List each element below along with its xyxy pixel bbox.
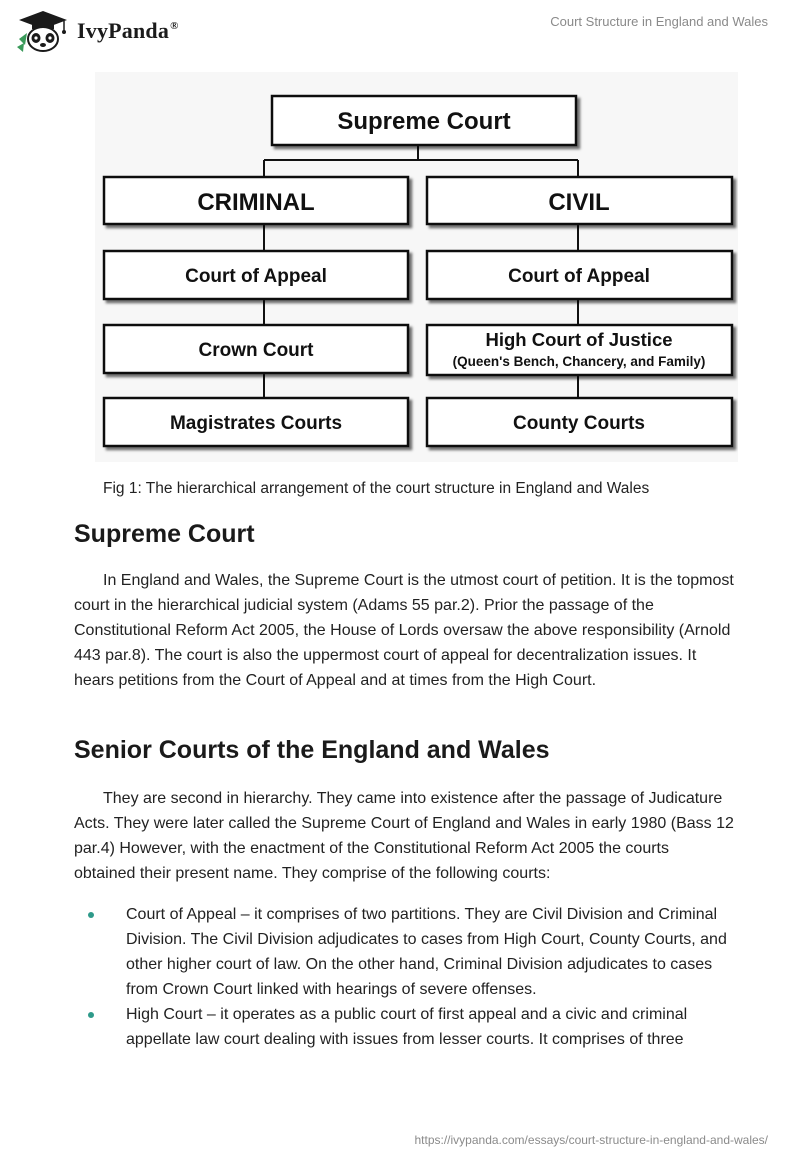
civil-heading-box (427, 177, 732, 224)
courts-bullet-list (74, 902, 734, 1052)
bullet-dot-icon (88, 912, 94, 918)
civil-court-of-appeal-label: Court of Appeal (508, 266, 650, 287)
list-item (74, 902, 734, 1002)
civil-court-of-appeal-box (427, 251, 732, 299)
crown-court-label: Crown Court (198, 340, 314, 361)
high-court-of-justice-box (427, 325, 732, 375)
list-item-text: High Court – it operates as a public court of first appeal and a civic and criminal appellate law court dealing with issues from lesser courts. It comprises of three (126, 1006, 688, 1048)
magistrates-courts-box (104, 398, 408, 446)
section-paragraph-supreme-court: In England and Wales, the Supreme Court is the utmost court of petition. It is the topmost court in the hierarchical judicial system (Adams 55 par.2). Prior the passage of the Constitutional Reform Act 2005, the House of Lords oversaw the above responsibility (Arnold 443 par.8). The court is also the uppermost court of appeal for decentralization issues. It hears petitions from the Court of Appeal and at times from the High Court. (74, 572, 734, 689)
logo[interactable] (15, 9, 179, 53)
high-court-divisions-label: (Queen's Bench, Chancery, and Family) (452, 354, 706, 369)
supreme-court-box (272, 96, 576, 145)
section-heading-supreme-court: Supreme Court (74, 520, 255, 548)
brand-name: IvyPanda® (77, 18, 179, 43)
figure-caption: Fig 1: The hierarchical arrangement of the court structure in England and Wales (103, 480, 650, 497)
section-paragraph-senior-courts: They are second in hierarchy. They came into existence after the passage of Judicature Acts. They were later called the Supreme Court of England and Wales in early 1980 (Bass 12 par.4) However, with the enactment of the Constitutional Reform Act 2005 the courts obtained their present name. They comprise of the following courts: (74, 790, 734, 882)
civil-heading-label: CIVIL (548, 189, 610, 216)
section-heading-senior-courts: Senior Courts of the England and Wales (74, 736, 550, 764)
supreme-court-label: Supreme Court (337, 108, 511, 135)
list-item-text: Court of Appeal – it comprises of two partitions. They are Civil Division and Criminal Division. The Civil Division adjudicates to cases from High Court, County Courts, and other higher court of law. On the other hand, Criminal Division adjudicates to cases from Crown Court linked with hearings of severe offenses. (126, 906, 727, 998)
bullet-dot-icon (88, 1012, 94, 1018)
panda-logo-icon (15, 9, 71, 53)
county-courts-box (427, 398, 732, 446)
source-url-link[interactable]: https://ivypanda.com/essays/court-structure-in-england-and-wales/ (414, 1133, 768, 1147)
crown-court-box (104, 325, 408, 373)
criminal-heading-box (104, 177, 408, 224)
county-courts-label: County Courts (513, 413, 645, 434)
magistrates-courts-label: Magistrates Courts (169, 413, 343, 434)
high-court-of-justice-label: High Court of Justice (485, 329, 673, 350)
criminal-court-of-appeal-box (104, 251, 408, 299)
criminal-court-of-appeal-label: Court of Appeal (185, 266, 327, 287)
court-hierarchy-diagram (95, 72, 738, 462)
list-item (74, 1002, 734, 1052)
court-hierarchy-figure (95, 72, 738, 462)
page-header-title: Court Structure in England and Wales (550, 14, 768, 29)
criminal-heading-label: CRIMINAL (197, 189, 315, 216)
